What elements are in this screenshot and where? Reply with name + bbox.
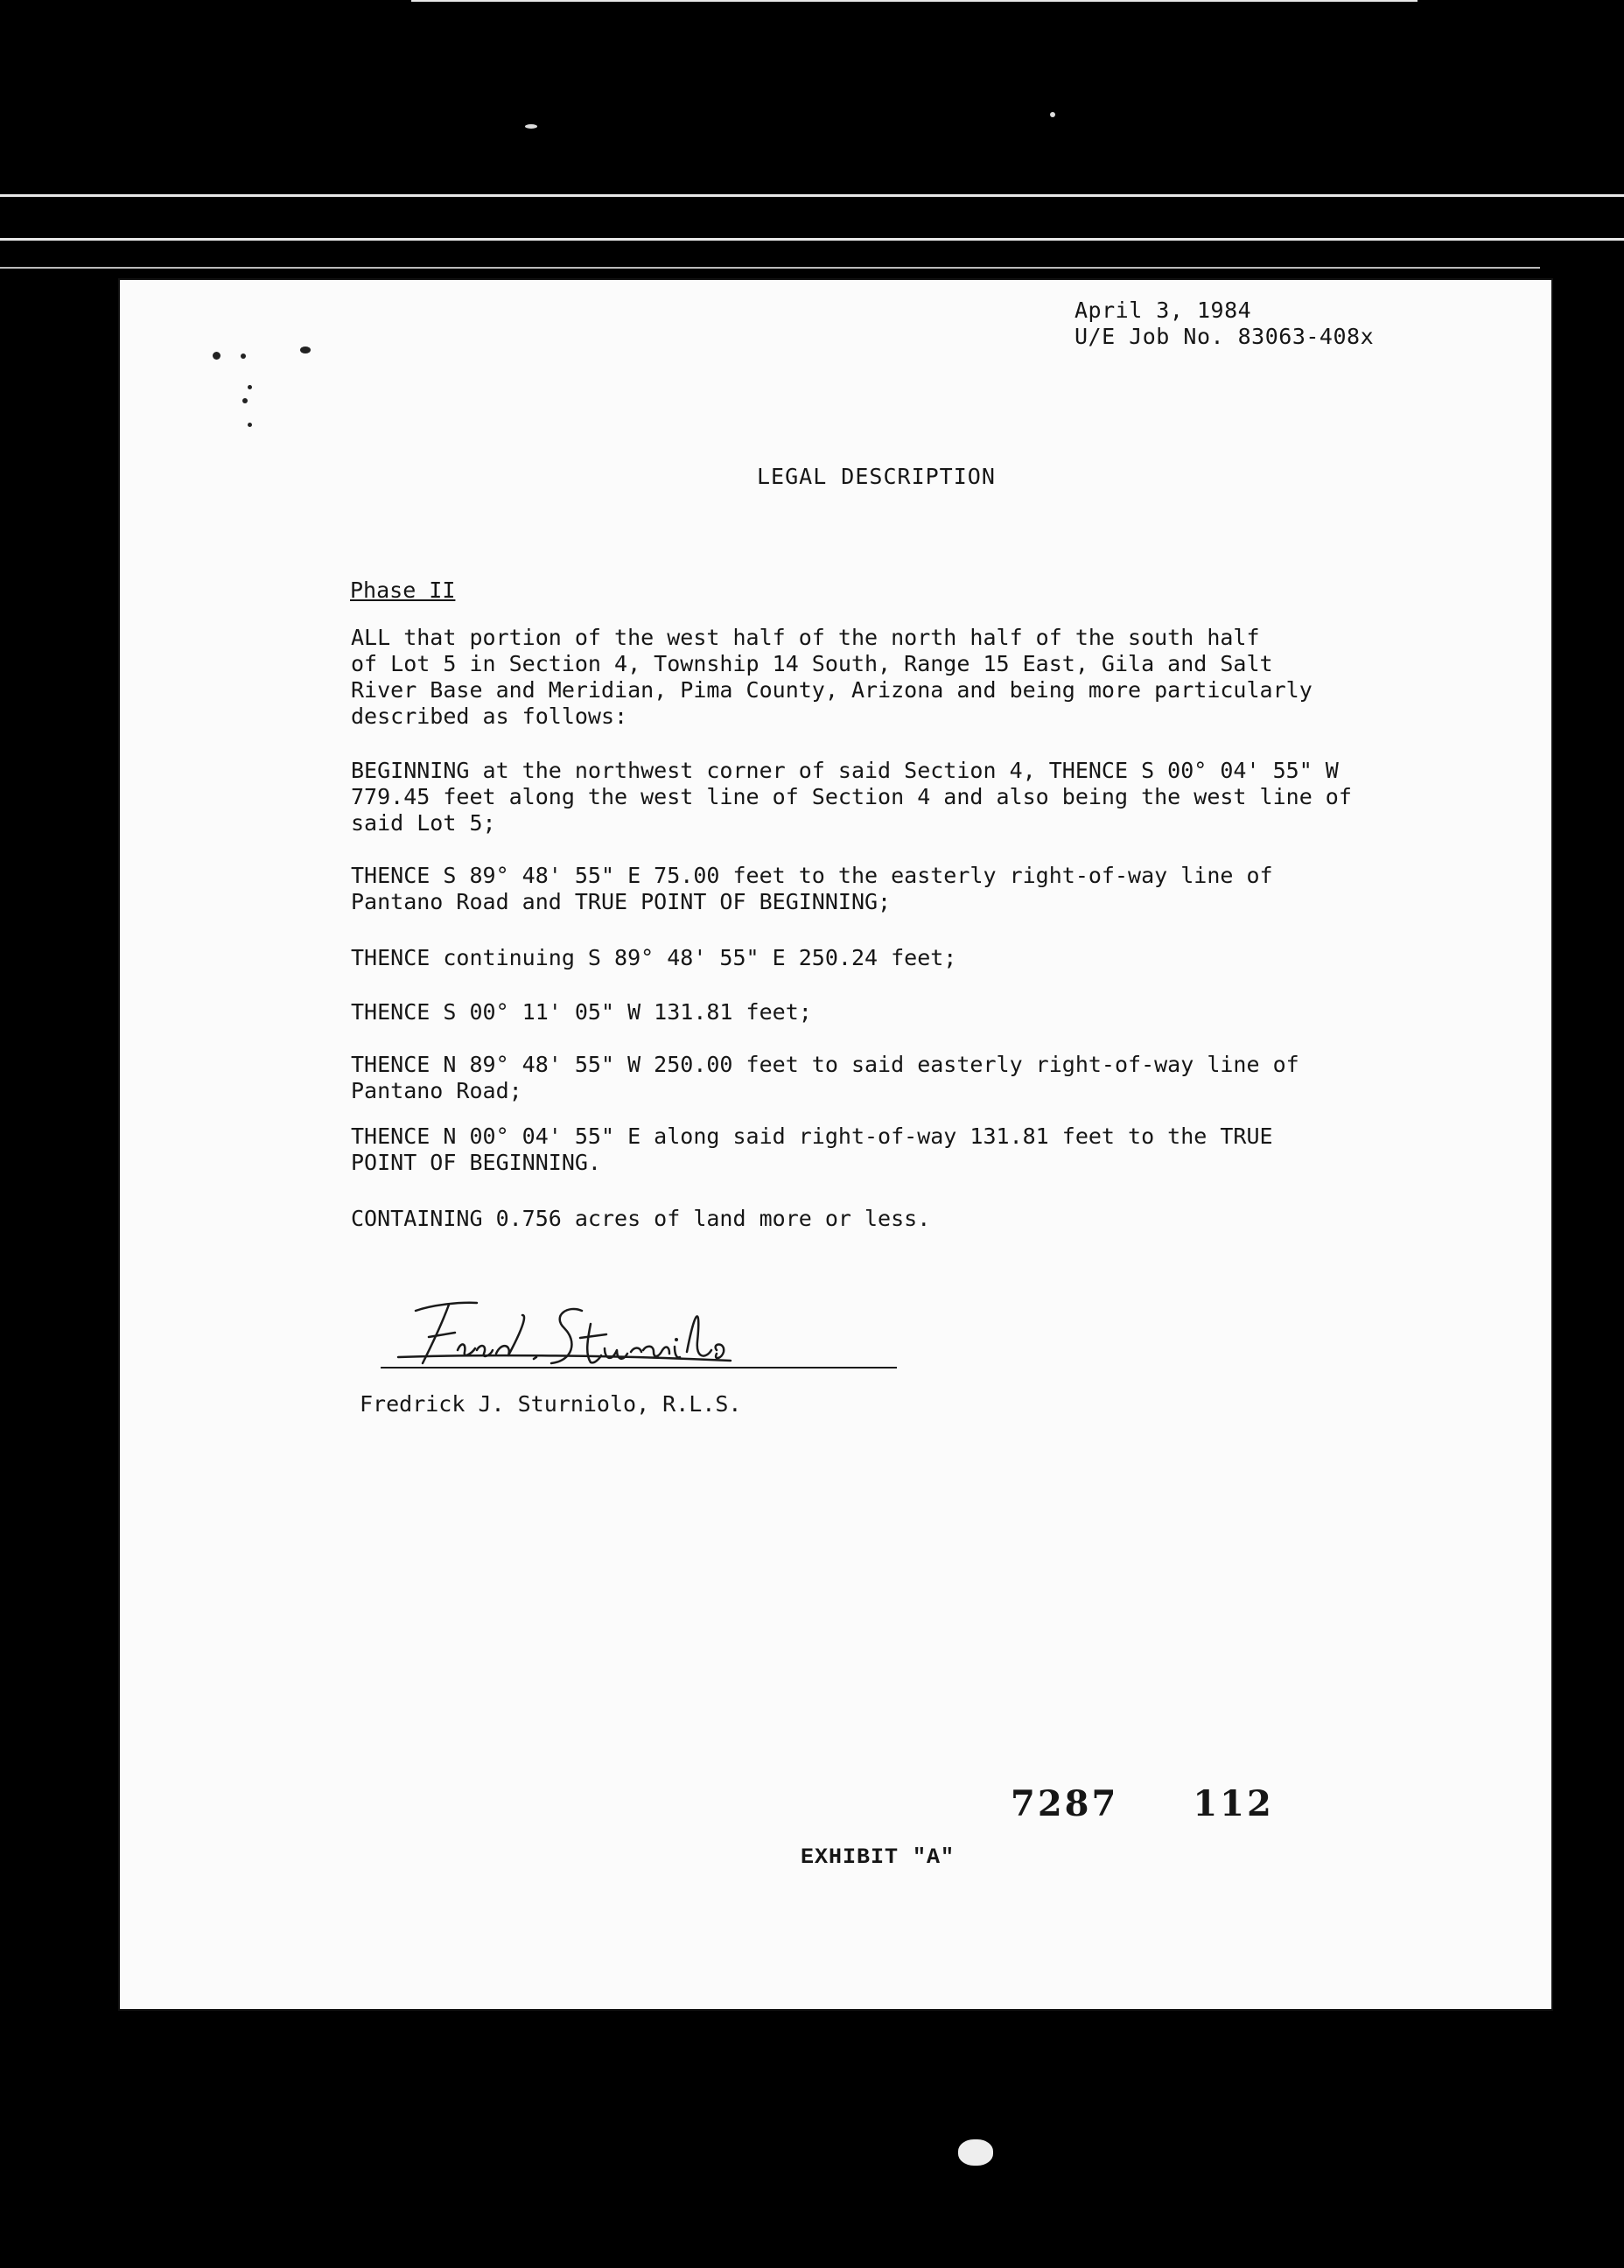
- scan-edge-line-2: [0, 238, 1624, 241]
- scan-speck: [1050, 112, 1055, 117]
- thence-paragraph-2: THENCE continuing S 89° 48' 55" E 250.24 feet;: [351, 945, 957, 970]
- scan-blot: [958, 2139, 993, 2166]
- page-speck: [242, 398, 248, 403]
- job-number: U/E Job No. 83063-408x: [1074, 324, 1375, 349]
- description-paragraph: ALL that portion of the west half of the north half of the south half of Lot 5 in Section 4, Township 14 South, Range 15 East, Gila and Salt River Base and Meridian, Pima County, Arizona and being more particularly described as follows:: [351, 625, 1312, 729]
- scan-edge-line: [0, 194, 1624, 197]
- page-speck: [213, 352, 220, 360]
- book-number: 7287: [1011, 1783, 1119, 1824]
- scan-edge-line-3: [0, 267, 1540, 269]
- scan-edge-line-top: [411, 0, 1418, 2]
- thence-paragraph-1: THENCE S 89° 48' 55" E 75.00 feet to the easterly right-of-way line of Pantano Road and TRUE POINT OF BEGINNING;: [351, 863, 1273, 914]
- signature-line: [381, 1367, 897, 1368]
- page-speck: [241, 354, 246, 359]
- document-header: [1074, 298, 1374, 350]
- page-speck: [248, 423, 252, 427]
- page-speck: [300, 346, 311, 354]
- containing-paragraph: CONTAINING 0.756 acres of land more or less.: [351, 1206, 931, 1231]
- handwritten-signature: [381, 1289, 748, 1376]
- thence-paragraph-4: THENCE N 89° 48' 55" W 250.00 feet to said easterly right-of-way line of Pantano Road;: [351, 1052, 1299, 1103]
- document-title: LEGAL DESCRIPTION: [757, 464, 996, 489]
- signer-name: Fredrick J. Sturniolo, R.L.S.: [360, 1391, 742, 1417]
- scan-speck: [525, 124, 537, 129]
- exhibit-label: EXHIBIT "A": [801, 1844, 956, 1870]
- recording-reference: [1011, 1783, 1274, 1824]
- beginning-paragraph: BEGINNING at the northwest corner of said Section 4, THENCE S 00° 04' 55" W 779.45 feet along the west line of Section 4 and also being the west line of said Lot 5;: [351, 758, 1352, 836]
- document-page: [118, 278, 1553, 2011]
- page-speck: [248, 385, 252, 389]
- page-number: 112: [1193, 1783, 1274, 1824]
- document-date: April 3, 1984: [1074, 298, 1252, 323]
- section-heading: Phase II: [350, 578, 456, 603]
- thence-paragraph-3: THENCE S 00° 11' 05" W 131.81 feet;: [351, 999, 812, 1025]
- thence-paragraph-5: THENCE N 00° 04' 55" E along said right-of-way 131.81 feet to the TRUE POINT OF BEGINNING.: [351, 1124, 1273, 1175]
